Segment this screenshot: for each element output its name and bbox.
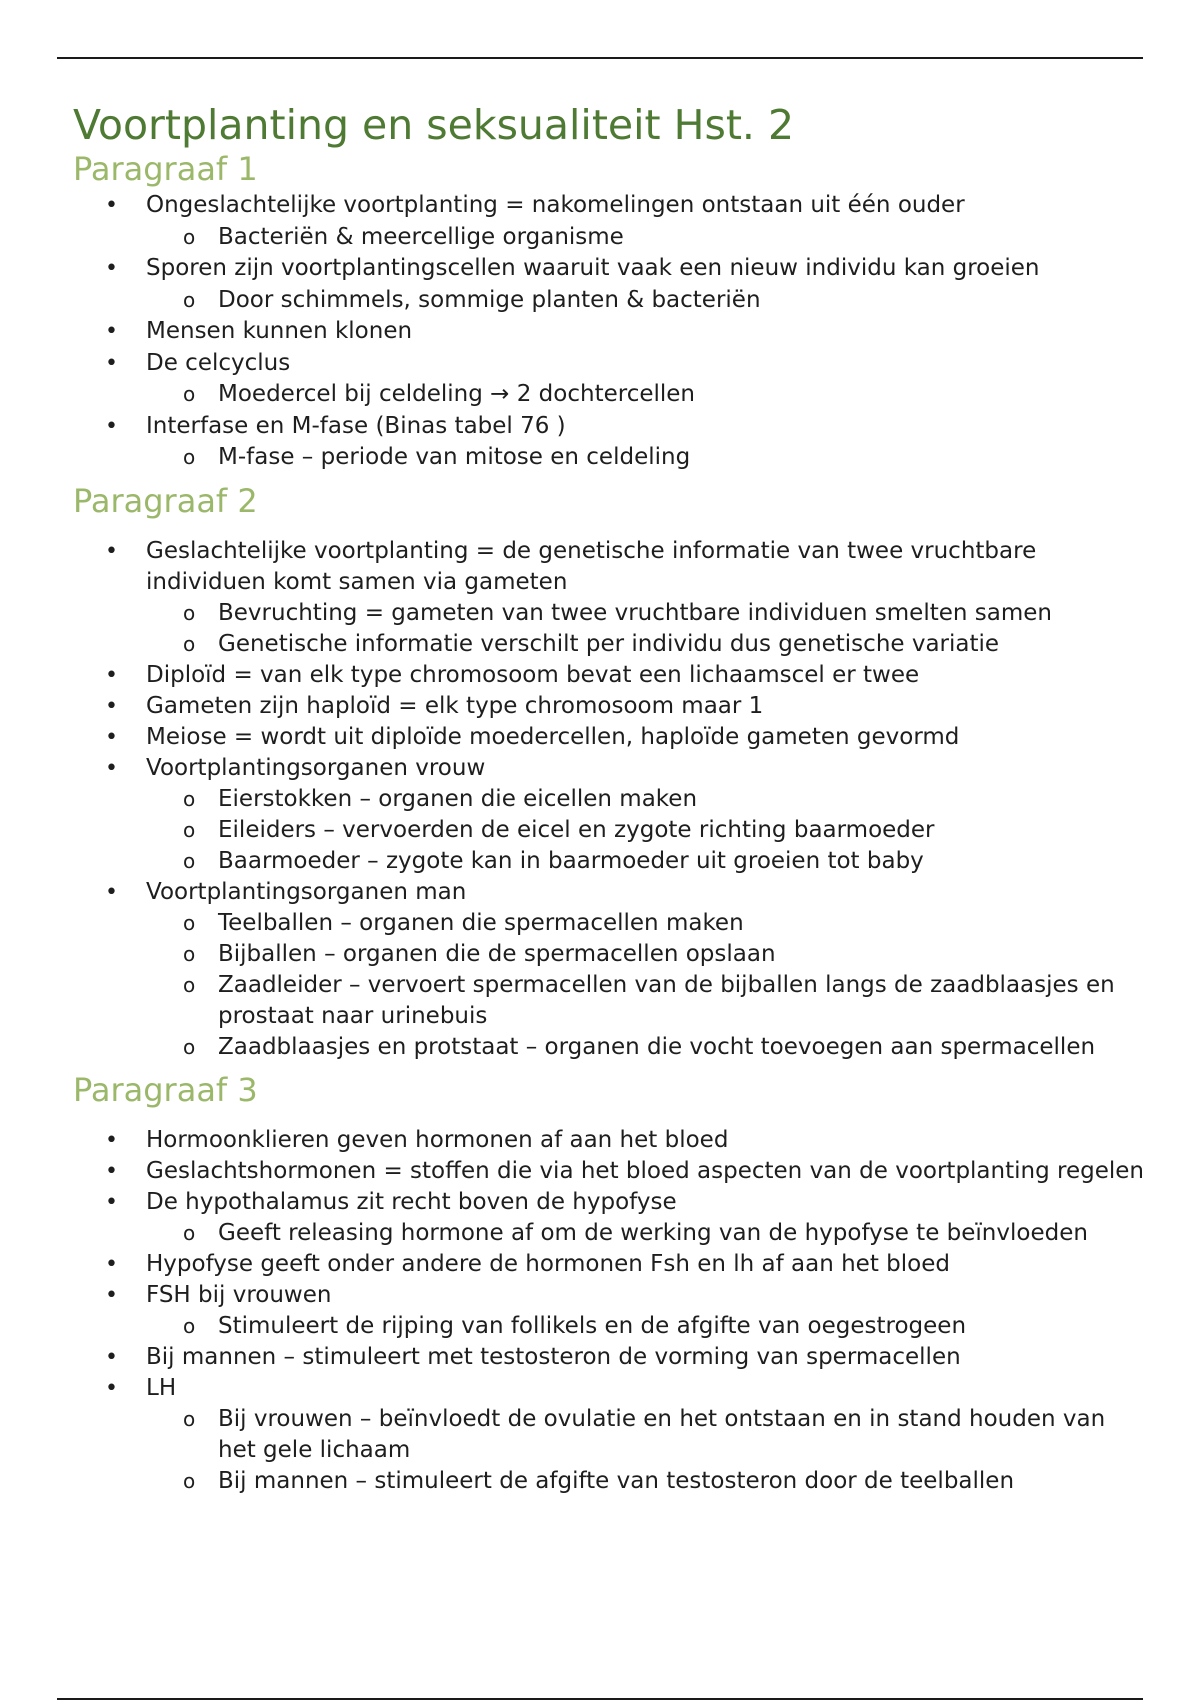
sub-item-text: Eierstokken – organen die eicellen maken (218, 785, 698, 812)
sub-list-item (73, 222, 1148, 254)
sub-list-item (73, 939, 1148, 970)
top-rule (57, 57, 1143, 59)
list-item (73, 753, 1148, 784)
sub-bullet-icon: o (183, 786, 196, 811)
sub-item-text: Eileiders – vervoerden de eicel en zygote richting baarmoeder (218, 816, 935, 843)
bullet-icon: • (105, 693, 118, 719)
sub-bullet-icon: o (183, 1220, 196, 1245)
list-item-text: Gameten zijn haploïd = elk type chromosoom maar 1 (146, 692, 764, 719)
list-item (73, 1125, 1148, 1156)
list-item (73, 691, 1148, 722)
list-item-text: LH (146, 1374, 177, 1401)
sub-item-text: Door schimmels, sommige planten & bacteriën (218, 286, 761, 313)
list-item-text: Diploïd = van elk type chromosoom bevat een lichaamscel er twee (146, 661, 920, 688)
bullet-list (73, 536, 1148, 1063)
list-item-text: Sporen zijn voortplantingscellen waaruit vaak een nieuw individu kan groeien (146, 255, 1040, 281)
sub-bullet-icon: o (183, 848, 196, 873)
sub-list-item (73, 442, 1148, 474)
sub-item-text: Bijballen – organen die de spermacellen opslaan (218, 940, 776, 967)
list-item (73, 1280, 1148, 1311)
list-item-text: Geslachtshormonen = stoffen die via het bloed aspecten van de voortplanting regelen (146, 1157, 1144, 1184)
sub-bullet-icon: o (183, 287, 196, 312)
sub-item-text: Genetische informatie verschilt per individu dus genetische variatie (218, 630, 1000, 657)
list-item (73, 1373, 1148, 1404)
sub-bullet-icon: o (183, 941, 196, 966)
sub-item-text: Stimuleert de rijping van follikels en de afgifte van oegestrogeen (218, 1312, 967, 1339)
sub-item-text: Zaadblaasjes en protstaat – organen die vocht toevoegen aan spermacellen (218, 1033, 1096, 1060)
section-heading: Paragraaf 2 (73, 481, 258, 520)
page-title: Voortplanting en seksualiteit Hst. 2 (73, 101, 795, 149)
sub-bullet-icon: o (183, 972, 196, 997)
section-heading: Paragraaf 3 (73, 1070, 258, 1109)
sub-list-item (73, 1404, 1148, 1466)
list-item (73, 1342, 1148, 1373)
bullet-icon: • (105, 538, 118, 564)
bullet-icon: • (105, 1282, 118, 1308)
list-item (73, 1156, 1148, 1187)
sub-item-text: Bij vrouwen – beïnvloedt de ovulatie en het ontstaan en in stand houden van het gele lichaam (218, 1405, 1106, 1463)
bullet-icon: • (105, 350, 118, 376)
list-item (73, 722, 1148, 753)
sub-bullet-icon: o (183, 1468, 196, 1493)
sub-bullet-icon: o (183, 817, 196, 842)
sub-list-item (73, 1032, 1148, 1063)
sub-item-text: Bevruchting = gameten van twee vruchtbare individuen smelten samen (218, 599, 1052, 626)
sub-list-item (73, 1218, 1148, 1249)
list-item-text: Voortplantingsorganen man (146, 878, 467, 905)
bullet-icon: • (105, 724, 118, 750)
list-item-text: Hormoonklieren geven hormonen af aan het bloed (146, 1126, 729, 1153)
sub-bullet-icon: o (183, 224, 196, 249)
list-item-text: FSH bij vrouwen (146, 1281, 332, 1308)
sub-item-text: Geeft releasing hormone af om de werking van de hypofyse te beïnvloeden (218, 1219, 1088, 1246)
bullet-icon: • (105, 319, 118, 344)
sub-list-item (73, 784, 1148, 815)
sub-item-text: Moedercel bij celdeling → 2 dochtercellen (218, 381, 696, 407)
sub-list-item (73, 815, 1148, 846)
bullet-list (73, 190, 1148, 474)
sub-bullet-icon: o (183, 445, 196, 469)
sub-list-item (73, 1311, 1148, 1342)
bullet-icon: • (105, 1344, 118, 1370)
section-paragraaf-2 (73, 480, 1148, 1063)
sub-bullet-icon: o (183, 1406, 196, 1431)
list-item (73, 316, 1148, 348)
bullet-icon: • (105, 1251, 118, 1277)
list-item-text: Hypofyse geeft onder andere de hormonen Fsh en lh af aan het bloed (146, 1250, 950, 1277)
sub-item-text: M-fase – periode van mitose en celdeling (218, 444, 691, 470)
list-item (73, 253, 1148, 285)
bullet-icon: • (105, 1189, 118, 1215)
list-item (73, 190, 1148, 222)
list-item-text: De hypothalamus zit recht boven de hypofyse (146, 1188, 677, 1215)
sub-list-item (73, 379, 1148, 411)
sub-list-item (73, 629, 1148, 660)
section-paragraaf-1 (73, 148, 1148, 474)
sub-item-text: Zaadleider – vervoert spermacellen van de bijballen langs de zaadblaasjes en prostaat naar urinebuis (218, 971, 1115, 1029)
list-item (73, 1249, 1148, 1280)
sub-bullet-icon: o (183, 600, 196, 625)
sub-item-text: Bacteriën & meercellige organisme (218, 223, 624, 250)
bullet-icon: • (105, 256, 118, 281)
sub-list-item (73, 970, 1148, 1032)
list-item-text: Meiose = wordt uit diploïde moedercellen, haploïde gameten gevormd (146, 723, 960, 750)
sub-list-item (73, 1466, 1148, 1497)
list-item-text: Interfase en M-fase (Binas tabel 76 ) (146, 412, 566, 439)
sub-list-item (73, 846, 1148, 877)
sub-item-text: Teelballen – organen die spermacellen maken (218, 909, 744, 936)
list-item-text: De celcyclus (146, 349, 291, 376)
sub-item-text: Baarmoeder – zygote kan in baarmoeder uit groeien tot baby (218, 847, 924, 874)
list-item (73, 536, 1148, 598)
list-item-text: Geslachtelijke voortplanting = de genetische informatie van twee vruchtbare individuen komt samen via gameten (146, 537, 1037, 595)
section-paragraaf-3 (73, 1069, 1148, 1497)
list-item (73, 411, 1148, 443)
bullet-icon: • (105, 662, 118, 688)
document-body (73, 100, 1148, 1497)
bullet-icon: • (105, 879, 118, 905)
sub-bullet-icon: o (183, 1313, 196, 1338)
bullet-icon: • (105, 755, 118, 781)
bullet-icon: • (105, 1127, 118, 1153)
list-item (73, 660, 1148, 691)
sub-list-item (73, 285, 1148, 317)
sub-list-item (73, 598, 1148, 629)
section-heading: Paragraaf 1 (73, 150, 258, 188)
list-item-text: Voortplantingsorganen vrouw (146, 754, 486, 781)
list-item-text: Mensen kunnen klonen (146, 318, 413, 344)
sub-bullet-icon: o (183, 631, 196, 656)
bullet-icon: • (105, 193, 118, 218)
sub-item-text: Bij mannen – stimuleert de afgifte van testosteron door de teelballen (218, 1467, 1015, 1494)
bullet-icon: • (105, 1158, 118, 1184)
sub-bullet-icon: o (183, 382, 196, 406)
bullet-list (73, 1125, 1148, 1497)
sub-list-item (73, 908, 1148, 939)
list-item (73, 877, 1148, 908)
list-item-text: Bij mannen – stimuleert met testosteron de vorming van spermacellen (146, 1343, 961, 1370)
bullet-icon: • (105, 1375, 118, 1401)
list-item (73, 348, 1148, 380)
bullet-icon: • (105, 413, 118, 439)
list-item (73, 1187, 1148, 1218)
sub-bullet-icon: o (183, 910, 196, 935)
list-item-text: Ongeslachtelijke voortplanting = nakomelingen ontstaan uit één ouder (146, 192, 965, 218)
sub-bullet-icon: o (183, 1034, 196, 1059)
